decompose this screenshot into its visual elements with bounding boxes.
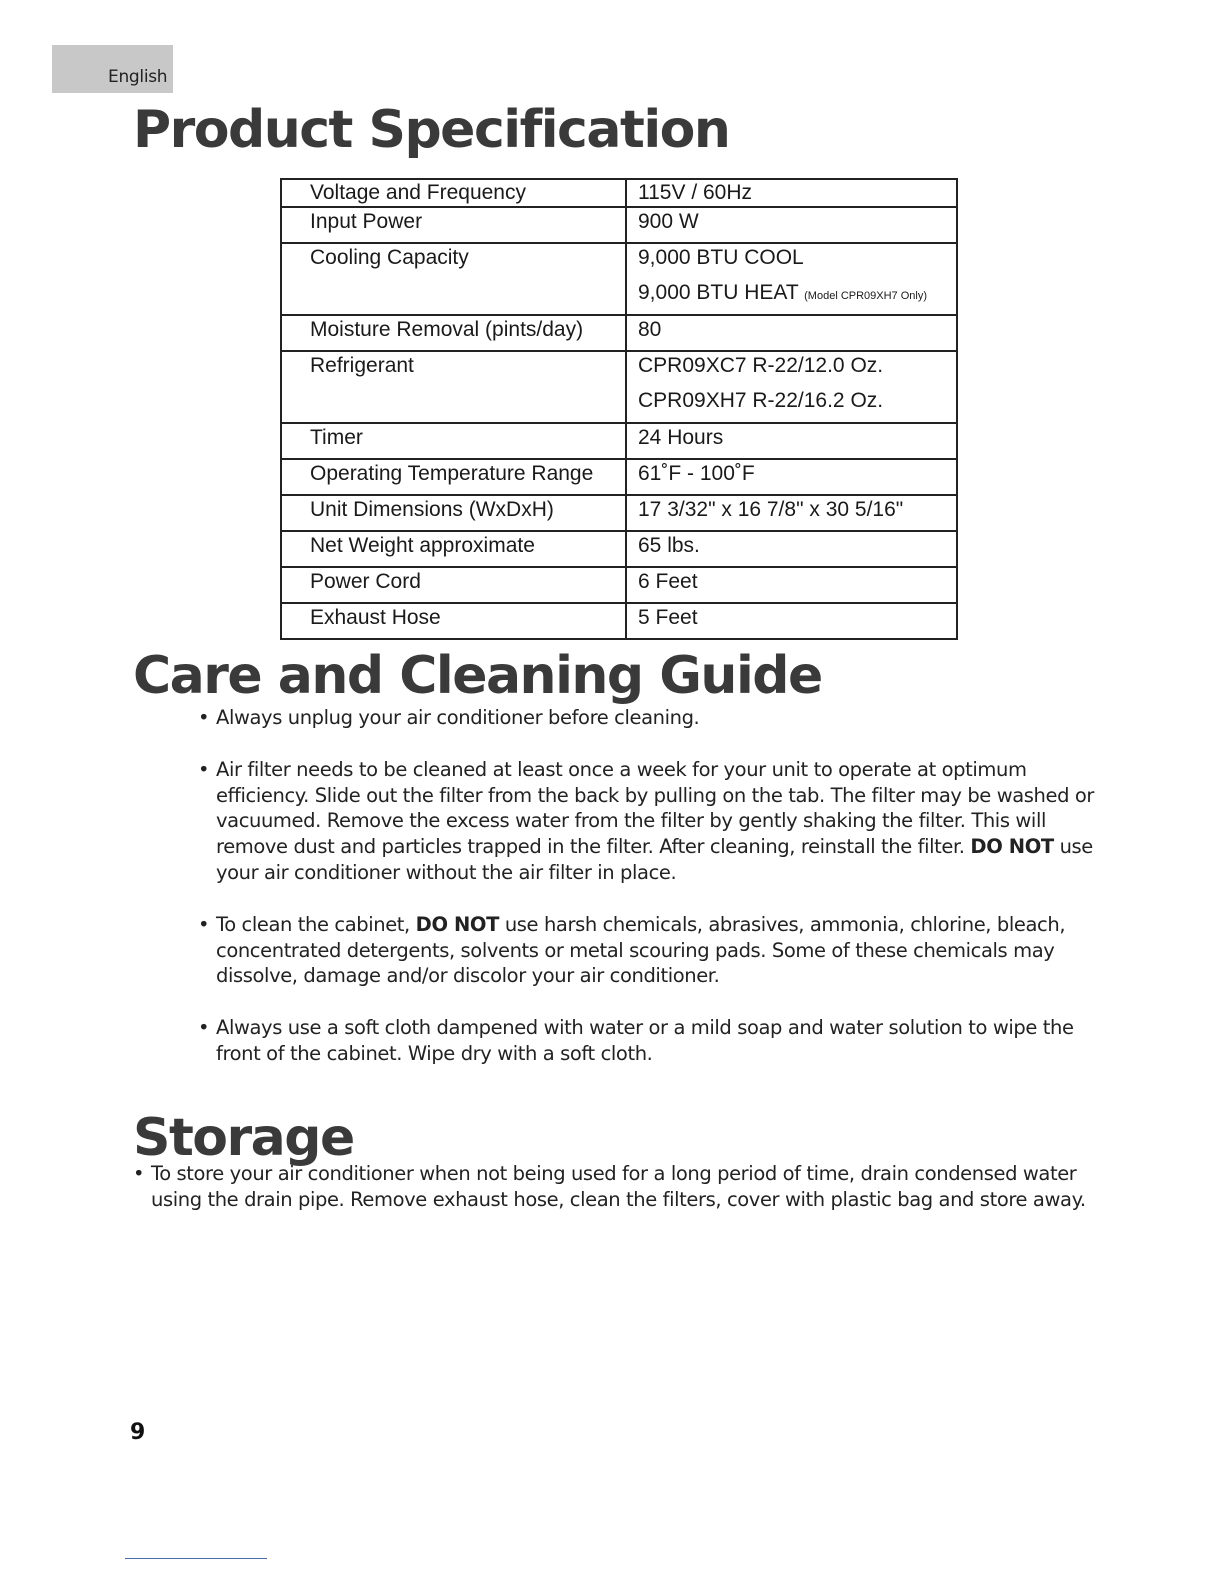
table-row: [281, 459, 957, 495]
table-row: [281, 315, 957, 351]
table-row: [281, 423, 957, 459]
care-bullet-text: use your air conditioner without the air filter in place.: [216, 835, 1093, 884]
spec-label: Voltage and Frequency: [310, 181, 526, 204]
spec-value: 5 Feet: [638, 606, 698, 629]
table-row: [281, 495, 957, 531]
spec-value: 24 Hours: [638, 426, 724, 449]
storage-bullet-list: [133, 1161, 1093, 1239]
spec-value: CPR09XC7 R-22/12.0 Oz.: [638, 354, 884, 377]
spec-value: 900 W: [638, 210, 699, 233]
spec-label: Unit Dimensions (WxDxH): [310, 498, 554, 521]
language-tab: English: [52, 45, 173, 93]
model-note: (Model CPR09XH7 Only): [804, 290, 928, 302]
spec-label: Timer: [310, 426, 363, 449]
table-row: [281, 207, 957, 243]
spec-label: Power Cord: [310, 570, 421, 593]
warning-emphasis: DO NOT: [970, 835, 1054, 859]
table-row: [281, 179, 957, 207]
spec-value: 65 lbs.: [638, 534, 700, 557]
spec-value: 6 Feet: [638, 570, 698, 593]
table-row: [281, 567, 957, 603]
list-item: [198, 912, 1098, 989]
care-cleaning-title: Care and Cleaning Guide: [133, 646, 822, 706]
care-bullet-text: Always unplug your air conditioner before cleaning.: [216, 706, 700, 729]
spec-value: CPR09XH7 R-22/16.2 Oz.: [638, 389, 884, 412]
storage-bullet-text: To store your air conditioner when not being used for a long period of time, drain condensed water using the drain pipe. Remove exhaust hose, clean the filters, cover with plastic bag and store away.: [151, 1162, 1086, 1211]
care-bullet-text: Always use a soft cloth dampened with water or a mild soap and water solution to wipe the front of the cabinet. Wipe dry with a soft cloth.: [216, 1016, 1074, 1065]
spec-value: 9,000 BTU HEAT: [638, 281, 799, 304]
product-specification-title: Product Specification: [133, 100, 730, 160]
care-bullet-text: To clean the cabinet,: [216, 912, 410, 936]
spec-value-line: [627, 279, 956, 314]
spec-value: 61˚F - 100˚F: [638, 462, 755, 485]
care-bullet-list: [198, 705, 1098, 1093]
page-number: 9: [130, 1420, 146, 1445]
table-row: [281, 603, 957, 639]
spec-label: Exhaust Hose: [310, 606, 441, 629]
storage-title: Storage: [133, 1108, 354, 1168]
spec-label: Moisture Removal (pints/day): [310, 318, 584, 341]
spec-value: 80: [638, 318, 662, 341]
table-row: [281, 531, 957, 567]
list-item: [198, 1015, 1098, 1067]
spec-label: Cooling Capacity: [310, 246, 469, 269]
list-item: [198, 705, 1098, 731]
footer-divider: [125, 1558, 267, 1559]
care-bullet-text: use harsh chemicals, abrasives, ammonia, chlorine, bleach, concentrated detergents, solvents or metal scouring pads. Some of these chemicals may dissolve, damage and/or discolor your air conditioner.: [216, 912, 1066, 988]
spec-value: 9,000 BTU COOL: [638, 246, 804, 269]
spec-label: Refrigerant: [310, 354, 414, 377]
spec-label: Net Weight approximate: [310, 534, 535, 557]
table-row: [281, 351, 957, 423]
specification-table: [280, 178, 958, 640]
spec-value: 17 3/32" x 16 7/8" x 30 5/16": [638, 498, 904, 521]
spec-label: Operating Temperature Range: [310, 462, 594, 485]
list-item: [133, 1161, 1093, 1213]
spec-label: Input Power: [310, 210, 423, 233]
table-row: [281, 243, 957, 315]
spec-value: 115V / 60Hz: [638, 181, 753, 204]
care-bullet-text: Air filter needs to be cleaned at least once a week for your unit to operate at optimum efficiency. Slide out the filter from the back by pulling on the tab. The filter may be washed or vacuumed. Remove the excess water from the filter by gently shaking the filter. This will remove dust and particles trapped in the filter. After cleaning, reinstall the filter.: [216, 757, 1095, 859]
list-item: [198, 757, 1098, 886]
warning-emphasis: DO NOT: [415, 912, 500, 936]
